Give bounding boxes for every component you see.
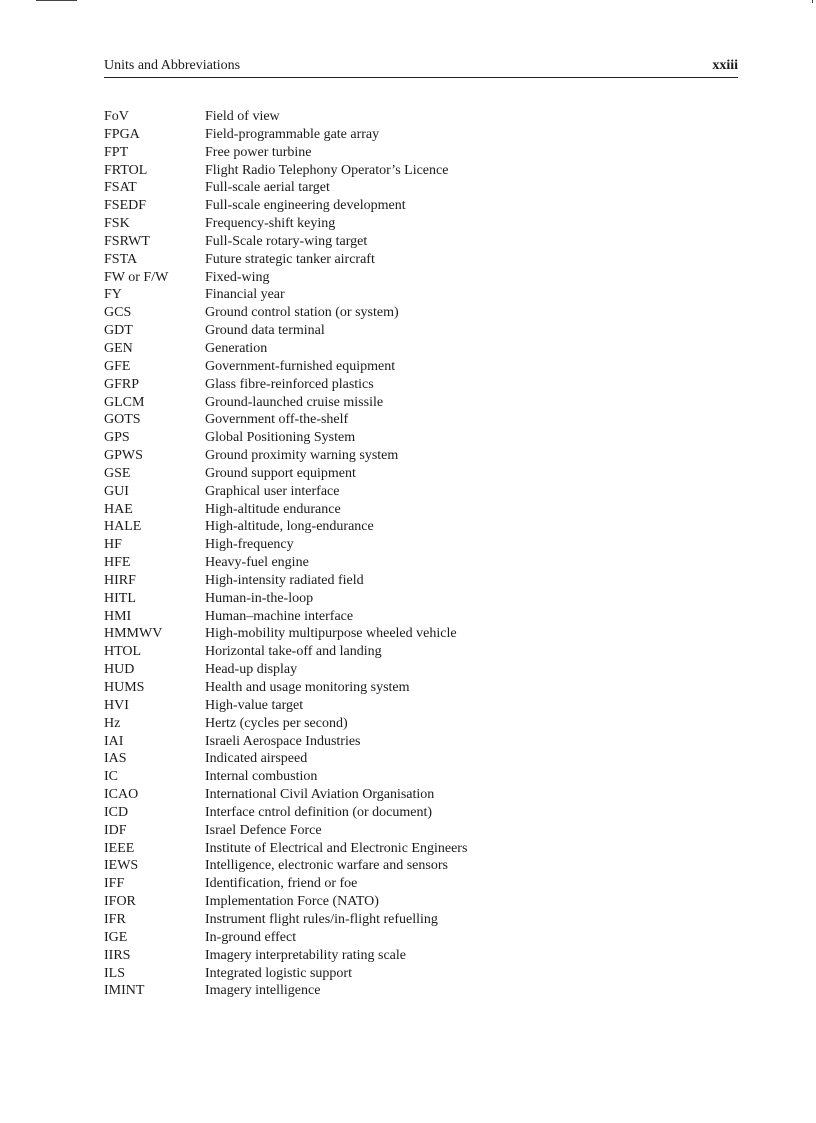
running-title: Units and Abbreviations [104,58,241,73]
abbreviation-term: FY [104,287,122,303]
abbreviation-definition: High-frequency [205,537,294,553]
abbreviation-term: HVI [104,697,129,713]
list-item [104,126,738,144]
abbreviation-term: GPS [104,430,130,446]
list-item [104,536,738,554]
abbreviation-definition: Israeli Aerospace Industries [205,733,361,749]
list-item [104,376,738,394]
abbreviation-definition: Ground proximity warning system [205,448,399,464]
abbreviation-definition: Glass fibre-reinforced plastics [205,376,374,392]
list-item [104,483,738,501]
list-item [104,144,738,162]
list-item [104,733,738,751]
abbreviation-definition: High-intensity radiated field [205,572,364,588]
list-item [104,679,738,697]
abbreviation-term: HMMWV [104,626,163,642]
abbreviation-definition: Future strategic tanker aircraft [205,251,375,267]
abbreviation-definition: High-mobility multipurpose wheeled vehicle [205,626,457,642]
list-item [104,911,738,929]
abbreviation-definition: Financial year [205,287,285,303]
abbreviation-term: IMINT [104,983,145,999]
abbreviation-term: ICAO [104,787,139,803]
list-item [104,929,738,947]
list-item [104,857,738,875]
list-item [104,465,738,483]
crop-mark-left [36,0,77,1]
abbreviation-definition: Ground support equipment [205,465,356,481]
list-item [104,750,738,768]
abbreviation-definition: Imagery interpretability rating scale [205,947,406,963]
list-item [104,358,738,376]
abbreviation-definition: Full-scale aerial target [205,180,330,196]
page-number: xxiii [712,58,738,73]
abbreviation-term: HAE [104,501,133,517]
abbreviation-definition: Ground data terminal [205,323,325,339]
list-item [104,893,738,911]
abbreviation-definition: Full-Scale rotary-wing target [205,233,368,249]
abbreviation-term: ILS [104,965,125,981]
abbreviation-definition: Hertz (cycles per second) [205,715,348,731]
abbreviation-definition: Health and usage monitoring system [205,680,410,695]
list-item [104,251,738,269]
abbreviation-term: GFE [104,358,131,374]
abbreviation-term: IAI [104,733,124,749]
abbreviation-term: IGE [104,929,128,945]
abbreviation-definition: Graphical user interface [205,483,340,499]
list-item [104,715,738,733]
abbreviation-term: IFF [104,876,125,892]
list-item [104,625,738,643]
abbreviation-definition: Government-furnished equipment [205,358,396,374]
abbreviation-definition: Frequency-shift keying [205,216,336,232]
abbreviation-term: IEEE [104,840,135,856]
list-item [104,501,738,519]
abbreviation-term: FSEDF [104,198,147,214]
list-item [104,786,738,804]
abbreviation-definition: Interface cntrol definition (or document) [205,804,433,820]
list-item [104,840,738,858]
list-item [104,286,738,304]
abbreviation-definition: Free power turbine [205,144,312,160]
abbreviation-definition: Instrument flight rules/in-flight refuelling [205,911,438,927]
abbreviation-term: GSE [104,465,131,481]
abbreviation-term: IIRS [104,947,131,963]
list-item [104,447,738,465]
abbreviation-definition: Indicated airspeed [205,751,308,767]
list-item [104,411,738,429]
list-item [104,965,738,983]
list-item [104,804,738,822]
abbreviation-term: GCS [104,305,132,321]
list-item [104,822,738,840]
abbreviation-term: IDF [104,822,127,838]
running-header [104,57,738,78]
abbreviation-definition: Intelligence, electronic warfare and sensors [205,858,448,874]
abbreviation-term: HFE [104,555,131,571]
abbreviation-definition: Human-in-the-loop [205,590,314,606]
abbreviation-term: HMI [104,608,132,624]
list-item [104,608,738,626]
list-item [104,162,738,180]
list-item [104,340,738,358]
crop-mark-right [812,0,816,3]
abbreviation-term: ICD [104,804,129,820]
abbreviation-term: FoV [104,109,129,124]
abbreviation-definition: Internal combustion [205,769,318,785]
abbreviation-term: IFR [104,911,126,927]
abbreviation-definition: Field of view [205,109,280,124]
abbreviation-definition: Flight Radio Telephony Operator’s Licence [205,162,449,178]
list-item [104,572,738,590]
abbreviation-definition: High-altitude endurance [205,501,341,517]
list-item [104,215,738,233]
list-item [104,661,738,679]
abbreviation-definition: Horizontal take-off and landing [205,644,382,660]
abbreviation-term: IC [104,769,118,785]
abbreviation-definition: Fixed-wing [205,269,270,285]
abbreviation-definition: Institute of Electrical and Electronic Engineers [205,840,468,856]
abbreviation-term: GFRP [104,376,140,392]
list-item [104,590,738,608]
abbreviation-term: FSRWT [104,233,150,249]
abbreviation-term: HALE [104,519,142,535]
abbreviation-term: HUMS [104,680,145,695]
abbreviation-definition: Head-up display [205,662,298,678]
abbreviation-term: HUD [104,662,135,678]
list-item [104,643,738,661]
abbreviation-definition: High-altitude, long-endurance [205,519,374,535]
abbreviation-definition: Full-scale engineering development [205,198,406,214]
abbreviation-definition: Government off-the-shelf [205,412,349,428]
list-item [104,304,738,322]
abbreviation-term: HTOL [104,644,142,660]
abbreviation-definition: Field-programmable gate array [205,126,380,142]
abbreviation-term: FRTOL [104,162,148,178]
abbreviation-term: IAS [104,751,127,767]
abbreviation-term: HF [104,537,122,553]
abbreviation-definition: Israel Defence Force [205,822,322,838]
abbreviation-term: FSTA [104,251,138,267]
abbreviation-definition: Imagery intelligence [205,983,321,999]
list-item [104,554,738,572]
abbreviation-term: GDT [104,323,133,339]
list-item [104,197,738,215]
abbreviation-term: GEN [104,340,133,356]
abbreviation-definition: Ground-launched cruise missile [205,394,384,410]
abbreviation-term: GOTS [104,412,141,428]
abbreviation-term: FW or F/W [104,269,169,285]
abbreviation-definition: Human–machine interface [205,608,354,624]
abbreviation-definition: Generation [205,340,268,356]
list-item [104,233,738,251]
abbreviation-term: HIRF [104,572,136,588]
list-item [104,108,738,126]
abbreviation-term: FSAT [104,180,137,196]
abbreviation-term: IFOR [104,894,136,910]
abbreviation-definition: International Civil Aviation Organisation [205,787,435,803]
abbreviation-list [104,108,738,1000]
list-item [104,697,738,715]
list-item [104,875,738,893]
abbreviation-term: GUI [104,483,129,499]
list-item [104,322,738,340]
abbreviation-definition: Global Positioning System [205,430,356,446]
list-item [104,947,738,965]
abbreviation-term: IEWS [104,858,139,874]
abbreviation-definition: In-ground effect [205,929,297,945]
list-item [104,518,738,536]
abbreviation-term: GLCM [104,394,145,410]
abbreviation-definition: Implementation Force (NATO) [205,894,379,910]
abbreviation-definition: Integrated logistic support [205,965,352,981]
abbreviation-definition: Identification, friend or foe [205,876,358,892]
abbreviation-term: GPWS [104,448,143,464]
abbreviation-definition: Ground control station (or system) [205,305,399,321]
abbreviation-term: FPGA [104,126,140,142]
list-item [104,768,738,786]
list-item [104,394,738,412]
list-item [104,982,738,1000]
list-item [104,429,738,447]
abbreviation-definition: Heavy-fuel engine [205,555,309,571]
list-item [104,269,738,287]
list-item [104,179,738,197]
abbreviation-term: FPT [104,144,129,160]
abbreviation-term: Hz [104,715,121,731]
abbreviation-definition: High-value target [205,697,304,713]
abbreviation-term: HITL [104,590,136,606]
abbreviation-term: FSK [104,216,130,232]
